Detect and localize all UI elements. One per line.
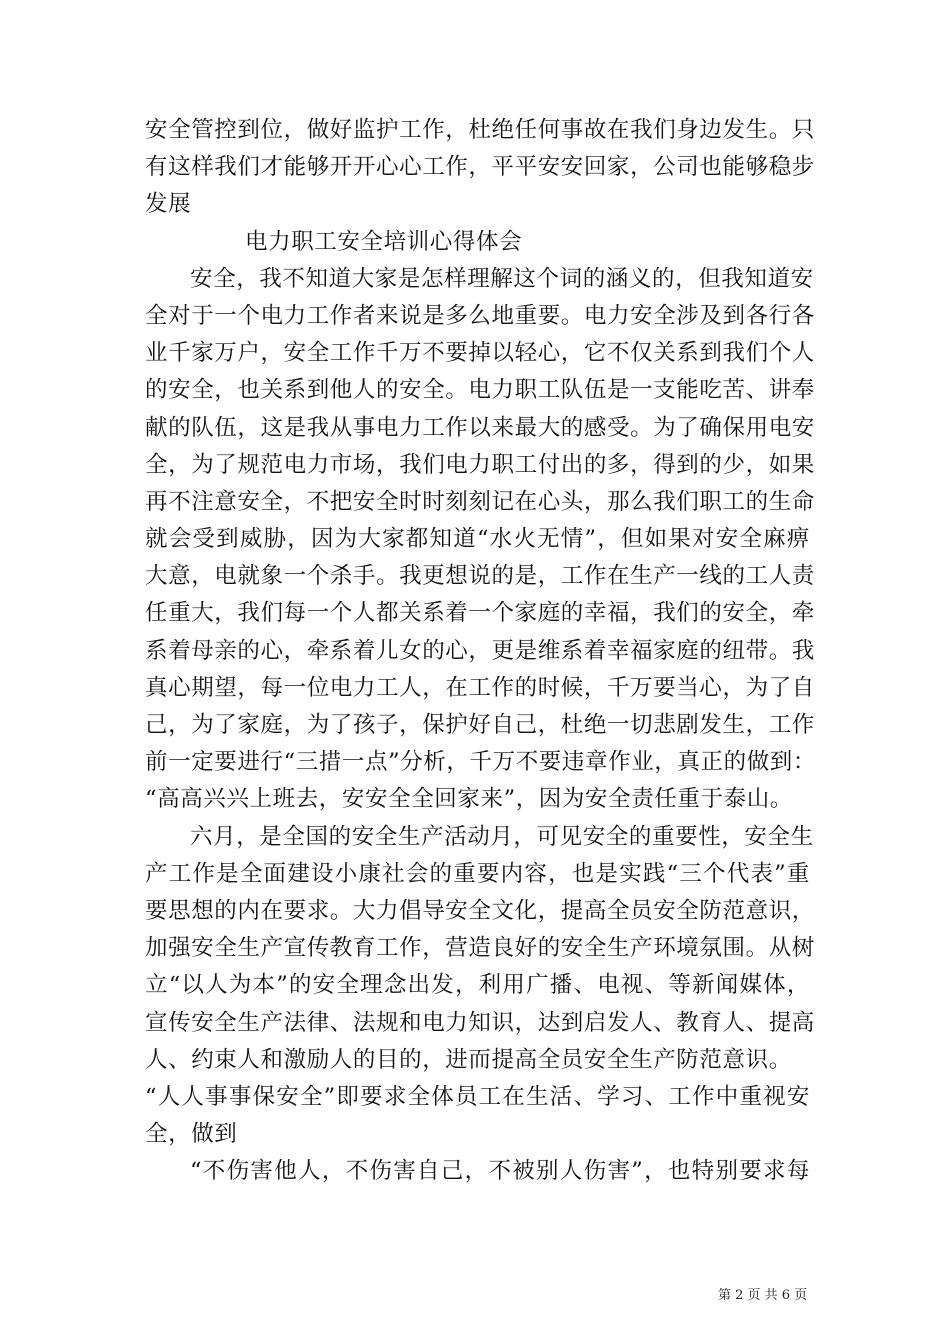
text-line: 就会受到威胁，因为大家都知道“水火无情”，但如果对安全麻痹 (145, 526, 810, 553)
text-line: 真心期望，每一位电力工人，在工作的时候，千万要当心，为了自 (145, 674, 815, 701)
body-text (145, 112, 817, 1190)
text-line: 有这样我们才能够开开心心工作，平平安安回家，公司也能够稳步 (145, 154, 815, 181)
text-line: 系着母亲的心，牵系着儿女的心，更是维系着幸福家庭的纽带。我 (145, 637, 815, 664)
text-line: 安全管控到位，做好监护工作，杜绝任何事故在我们身边发生。只 (145, 117, 815, 143)
text-line: “高高兴兴上班去，安安全全回家来”，因为安全责任重于泰山。 (145, 786, 793, 813)
text-line: 大意，电就象一个杀手。我更想说的是，工作在生产一线的工人责 (145, 563, 815, 590)
text-line: 产工作是全面建设小康社会的重要内容，也是实践“三个代表”重 (145, 860, 810, 887)
text-line: 安全，我不知道大家是怎样理解这个词的涵义的，但我知道安 (190, 265, 814, 292)
text-line: 的安全，也关系到他人的安全。电力职工队伍是一支能吃苦、讲奉 (145, 377, 815, 404)
text-line: “人人事事保安全”即要求全体员工在生活、学习、工作中重视安 (145, 1083, 810, 1110)
text-line: 业千家万户，安全工作千万不要掉以轻心，它不仅关系到我们个人 (145, 340, 815, 367)
text-line: 全对于一个电力工作者来说是多么地重要。电力安全涉及到各行各 (145, 302, 815, 329)
text-line: 己，为了家庭，为了孩子，保护好自己，杜绝一切悲剧发生，工作 (145, 712, 815, 738)
text-line: 全，做到 (145, 1121, 238, 1148)
text-line: 人、约束人和激励人的目的，进而提高全员安全生产防范意识。 (145, 1046, 792, 1073)
text-line: 任重大，我们每一个人都关系着一个家庭的幸福，我们的安全，牵 (145, 600, 815, 627)
text-line: 要思想的内在要求。大力倡导安全文化，提高全员安全防范意识， (145, 897, 815, 924)
text-line: 加强安全生产宣传教育工作，营造良好的安全生产环境氛围。从树 (145, 935, 815, 962)
text-line: 前一定要进行“三措一点”分析，千万不要违章作业，真正的做到： (145, 749, 817, 776)
text-line: 全，为了规范电力市场，我们电力职工付出的多，得到的少，如果 (145, 451, 815, 478)
text-line: 六月，是全国的安全生产活动月，可见安全的重要性，安全生 (190, 823, 814, 850)
page-indicator: 第 2 页 共 6 页 (718, 1288, 808, 1303)
text-line: 发展 (145, 191, 192, 218)
text-line: 宣传安全生产法律、法规和电力知识，达到启发人、教育人、提高 (145, 1009, 815, 1036)
section-title: 电力职工安全培训心得体会 (245, 228, 523, 255)
text-line: 献的队伍，这是我从事电力工作以来最大的感受。为了确保用电安 (145, 414, 815, 441)
text-line: 再不注意安全，不把安全时时刻刻记在心头，那么我们职工的生命 (145, 488, 815, 515)
text-line: “不伤害他人，不伤害自己，不被别人伤害”，也特别要求每 (190, 1158, 810, 1185)
text-line: 立“以人为本”的安全理念出发，利用广播、电视、等新闻媒体， (145, 972, 810, 999)
